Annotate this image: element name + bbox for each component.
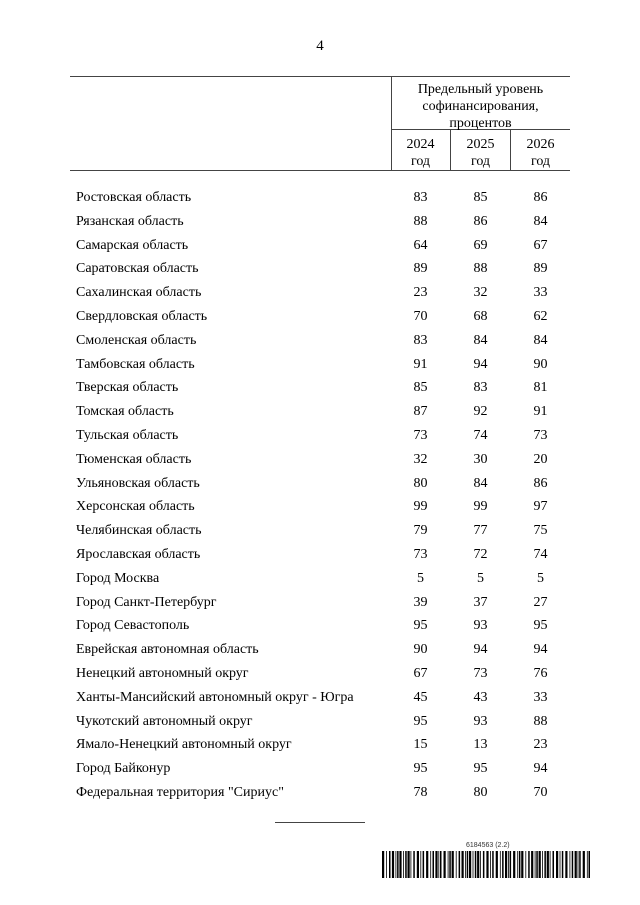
barcode-bar [553, 851, 555, 878]
barcode-bar [433, 851, 435, 878]
barcode-bar [426, 851, 428, 878]
barcode-bar [405, 851, 407, 878]
year-header-2025 [451, 136, 510, 170]
region-name: Сахалинская область [76, 285, 202, 301]
barcode-bar [510, 851, 512, 878]
year-header-2026 [511, 136, 570, 170]
value-2026: 81 [533, 380, 548, 396]
table-row [0, 686, 640, 710]
region-name: Челябинская область [76, 523, 202, 539]
value-2025: 73 [473, 665, 488, 681]
value-2024: 23 [413, 285, 428, 301]
value-2024: 15 [413, 737, 428, 753]
barcode-bar [550, 851, 551, 878]
table-row [0, 614, 640, 638]
value-2024: 95 [413, 761, 428, 777]
barcode-bar [386, 851, 387, 878]
value-2024: 45 [413, 689, 428, 705]
year-label: 2024 [406, 137, 435, 152]
region-name: Тульская область [76, 427, 179, 443]
region-name: Чукотский автономный округ [76, 713, 253, 729]
barcode-bar [513, 851, 515, 878]
value-2024: 99 [413, 499, 428, 515]
value-2025: 68 [473, 308, 488, 324]
barcode-bar [423, 851, 425, 878]
value-2026: 67 [533, 237, 548, 253]
barcode-bar [536, 851, 538, 878]
value-2025: 72 [473, 546, 488, 562]
region-name: Город Санкт-Петербург [76, 594, 217, 610]
barcode-bar [496, 851, 498, 878]
table-row [0, 234, 640, 258]
barcode-bar [467, 851, 469, 878]
value-2026: 5 [537, 570, 544, 586]
barcode-bar [480, 851, 481, 878]
value-2026: 95 [533, 618, 548, 634]
barcode-bar [521, 851, 523, 878]
value-2025: 93 [473, 618, 488, 634]
barcode-bar [500, 851, 501, 878]
barcode-bar [587, 851, 588, 878]
barcode-bar [477, 851, 479, 878]
region-name: Еврейская автономная область [76, 642, 259, 658]
barcode [382, 851, 590, 878]
value-2026: 86 [533, 190, 548, 205]
year-unit: год [530, 154, 551, 169]
year-header-2024 [391, 136, 450, 170]
barcode-bar [562, 851, 564, 878]
barcode-bar [502, 851, 504, 878]
value-2024: 80 [413, 475, 428, 491]
value-2025: 69 [473, 237, 488, 253]
value-2026: 33 [533, 285, 548, 301]
region-name: Тамбовская область [76, 356, 195, 372]
barcode-bar [382, 851, 384, 878]
page-number: 4 [316, 38, 324, 54]
value-2025: 84 [473, 475, 488, 491]
table-row [0, 353, 640, 377]
value-2024: 85 [413, 380, 428, 396]
value-2026: 88 [533, 713, 548, 729]
barcode-bar [413, 851, 415, 878]
barcode-bar [575, 851, 577, 878]
barcode-bar [469, 851, 471, 878]
table-row [0, 257, 640, 281]
value-2025: 32 [473, 285, 488, 301]
barcode-bar [411, 851, 412, 878]
barcode-bar [556, 851, 558, 878]
barcode-bar [459, 851, 461, 878]
table-row [0, 281, 640, 305]
value-2024: 83 [413, 332, 428, 348]
value-2024: 64 [413, 237, 428, 253]
value-2026: 20 [533, 451, 548, 467]
barcode-bar [517, 851, 518, 878]
region-name: Херсонская область [76, 499, 195, 515]
region-name: Город Москва [76, 570, 160, 586]
barcode-bar [438, 851, 439, 878]
value-2025: 85 [473, 190, 488, 205]
value-2025: 94 [473, 356, 488, 372]
barcode-bar [462, 851, 464, 878]
value-2024: 79 [413, 523, 428, 539]
region-name: Самарская область [76, 237, 189, 253]
barcode-bar [449, 851, 451, 878]
value-2025: 94 [473, 642, 488, 658]
barcode-bar [420, 851, 421, 878]
barcode-bar [403, 851, 404, 878]
value-2026: 76 [533, 665, 548, 681]
barcode-bar [435, 851, 437, 878]
value-2025: 88 [473, 261, 488, 277]
value-2025: 13 [473, 737, 488, 753]
value-2024: 90 [413, 642, 428, 658]
table-row [0, 448, 640, 472]
value-2026: 94 [533, 761, 548, 777]
barcode-bar [542, 851, 543, 878]
value-2026: 23 [533, 737, 548, 753]
barcode-bar [452, 851, 454, 878]
header-title [391, 81, 570, 132]
value-2024: 78 [413, 784, 428, 800]
value-2024: 83 [413, 190, 428, 205]
table-row [0, 662, 640, 686]
table-row [0, 472, 640, 496]
table-row [0, 567, 640, 591]
region-name: Город Севастополь [76, 618, 190, 634]
value-2025: 37 [473, 594, 488, 610]
value-2026: 84 [533, 332, 548, 348]
table-row [0, 210, 640, 234]
value-2026: 74 [533, 546, 548, 562]
table-row [0, 591, 640, 615]
barcode-bar [389, 851, 391, 878]
value-2024: 95 [413, 713, 428, 729]
barcode-bar [473, 851, 474, 878]
barcode-bar [505, 851, 507, 878]
table-row [0, 495, 640, 519]
region-name: Тюменская область [76, 451, 192, 467]
footer-line [275, 822, 365, 823]
table-row [0, 329, 640, 353]
barcode-bar [560, 851, 561, 878]
region-name: Рязанская область [76, 213, 184, 229]
header-title-line: софинансирования, [422, 99, 539, 114]
table-row [0, 305, 640, 329]
year-unit: год [410, 154, 431, 169]
value-2026: 86 [533, 475, 548, 491]
header-title-line: Предельный уровень [417, 82, 544, 97]
table-row [0, 781, 640, 805]
table-row [0, 400, 640, 424]
value-2025: 92 [473, 404, 488, 420]
value-2026: 90 [533, 356, 548, 372]
barcode-bar [570, 851, 571, 878]
year-unit: год [470, 154, 491, 169]
barcode-bar [519, 851, 521, 878]
barcode-bar [539, 851, 541, 878]
table-top-rule [70, 76, 570, 77]
barcode-bar [440, 851, 442, 878]
value-2025: 83 [473, 380, 488, 396]
barcode-bar [397, 851, 399, 878]
value-2025: 77 [473, 523, 488, 539]
year-label: 2025 [466, 137, 495, 152]
barcode-bar [465, 851, 466, 878]
value-2025: 93 [473, 713, 488, 729]
value-2025: 84 [473, 332, 488, 348]
barcode-bar [483, 851, 485, 878]
region-name: Тверская область [76, 380, 179, 396]
value-2024: 89 [413, 261, 428, 277]
value-2024: 73 [413, 427, 428, 443]
value-2024: 39 [413, 594, 428, 610]
barcode-bar [486, 851, 488, 878]
value-2026: 27 [533, 594, 548, 610]
value-2024: 32 [413, 451, 428, 467]
value-2025: 43 [473, 689, 488, 705]
value-2025: 95 [473, 761, 488, 777]
barcode-bar [490, 851, 491, 878]
barcode-bar [492, 851, 494, 878]
barcode-bar [392, 851, 394, 878]
value-2024: 73 [413, 546, 428, 562]
value-2026: 97 [533, 499, 548, 515]
region-name: Смоленская область [76, 332, 197, 348]
value-2024: 87 [413, 404, 428, 420]
region-name: Ханты-Мансийский автономный округ - Югра [76, 689, 354, 705]
barcode-bar [508, 851, 509, 878]
barcode-bar [583, 851, 585, 878]
barcode-bar [456, 851, 457, 878]
table-row [0, 376, 640, 400]
region-name: Томская область [76, 404, 174, 420]
header-title-line: процентов [449, 116, 512, 131]
table-row [0, 424, 640, 448]
region-name: Ярославская область [76, 546, 201, 562]
value-2025: 99 [473, 499, 488, 515]
table-row [0, 757, 640, 781]
value-2024: 5 [417, 570, 424, 586]
table-header-bottom-rule [70, 170, 570, 171]
value-2025: 74 [473, 427, 488, 443]
table-row [0, 733, 640, 757]
barcode-bar [535, 851, 536, 878]
year-label: 2026 [526, 137, 555, 152]
value-2026: 70 [533, 784, 548, 800]
value-2024: 67 [413, 665, 428, 681]
value-2026: 89 [533, 261, 548, 277]
table-body [0, 186, 640, 805]
barcode-bar [544, 851, 546, 878]
table-row [0, 710, 640, 734]
value-2026: 75 [533, 523, 548, 539]
barcode-bar [531, 851, 533, 878]
barcode-bar [572, 851, 574, 878]
value-2024: 88 [413, 213, 428, 229]
value-2025: 5 [477, 570, 484, 586]
table-row [0, 543, 640, 567]
value-2025: 80 [473, 784, 488, 800]
barcode-bar [408, 851, 410, 878]
barcode-bar [430, 851, 431, 878]
table-row [0, 186, 640, 210]
value-2024: 91 [413, 356, 428, 372]
barcode-bar [578, 851, 579, 878]
barcode-bar [589, 851, 591, 878]
region-name: Саратовская область [76, 261, 199, 277]
value-2024: 95 [413, 618, 428, 634]
barcode-bar [475, 851, 477, 878]
region-name: Ульяновская область [76, 475, 200, 491]
barcode-bar [396, 851, 397, 878]
value-2025: 86 [473, 213, 488, 229]
value-2026: 84 [533, 213, 548, 229]
value-2026: 62 [533, 308, 548, 324]
value-2026: 33 [533, 689, 548, 705]
barcode-bar [417, 851, 419, 878]
barcode-bar [448, 851, 449, 878]
region-name: Федеральная территория "Сириус" [76, 784, 284, 800]
barcode-bar [525, 851, 526, 878]
region-name: Свердловская область [76, 308, 208, 324]
table-row [0, 519, 640, 543]
value-2026: 94 [533, 642, 548, 658]
region-name: Ростовская область [76, 190, 192, 205]
region-name: Ямало-Ненецкий автономный округ [76, 737, 292, 753]
barcode-bar [399, 851, 401, 878]
barcode-bar [579, 851, 581, 878]
table-row [0, 638, 640, 662]
barcode-bar [547, 851, 549, 878]
value-2025: 30 [473, 451, 488, 467]
region-name: Город Байконур [76, 761, 171, 777]
barcode-bar [565, 851, 567, 878]
value-2026: 91 [533, 404, 548, 420]
region-name: Ненецкий автономный округ [76, 665, 249, 681]
value-2026: 73 [533, 427, 548, 443]
document-id: 6184563 (2.2) [466, 842, 510, 849]
barcode-bar [528, 851, 530, 878]
value-2024: 70 [413, 308, 428, 324]
barcode-bar [444, 851, 446, 878]
